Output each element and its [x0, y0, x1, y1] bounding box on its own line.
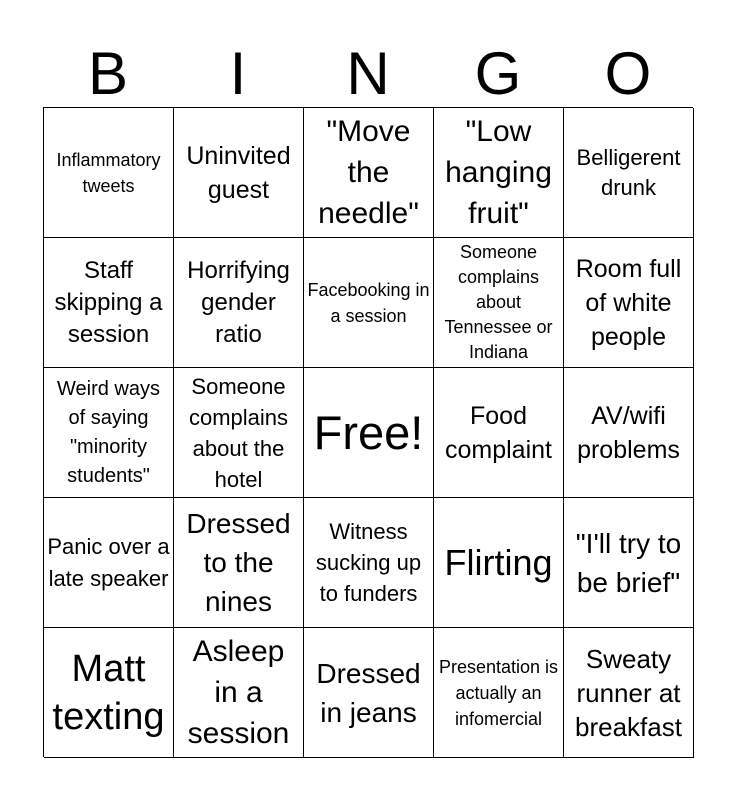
bingo-cell[interactable] — [564, 108, 694, 238]
cell-text: Belligerent drunk — [576, 144, 681, 200]
cell-text: Matt texting — [52, 647, 165, 738]
bingo-cell[interactable] — [174, 238, 304, 368]
bingo-cell free-space[interactable] — [304, 368, 434, 498]
bingo-cell[interactable] — [304, 498, 434, 628]
bingo-cell[interactable] — [174, 368, 304, 498]
cell-text: Food complaint — [445, 401, 552, 464]
cell-text: Free! — [313, 405, 424, 459]
header-letter-g: G — [474, 40, 522, 107]
bingo-cell[interactable] — [304, 108, 434, 238]
bingo-cell[interactable] — [44, 238, 174, 368]
bingo-cell[interactable] — [434, 238, 564, 368]
cell-text: Sweaty runner at breakfast — [575, 643, 682, 742]
cell-text: Flirting — [444, 541, 553, 583]
bingo-cell[interactable] — [564, 368, 694, 498]
bingo-cell[interactable] — [44, 498, 174, 628]
bingo-cell[interactable] — [434, 108, 564, 238]
cell-text: "I'll try to be brief" — [575, 527, 682, 598]
cell-text: Weird ways of saying "minority students" — [57, 377, 160, 487]
bingo-cell[interactable] — [44, 628, 174, 758]
cell-text: Someone complains about the hotel — [188, 373, 289, 492]
bingo-cell[interactable] — [174, 108, 304, 238]
bingo-cell[interactable] — [434, 628, 564, 758]
cell-text: Staff skipping a session — [54, 256, 163, 348]
bingo-cell[interactable] — [44, 108, 174, 238]
header-letter-b: B — [87, 40, 129, 107]
cell-text: Facebooking in a session — [307, 279, 430, 326]
cell-text: Horrifying gender ratio — [187, 256, 290, 348]
cell-text: Panic over a late speaker — [47, 533, 170, 591]
cell-text: "Low hanging fruit" — [445, 115, 552, 230]
cell-text: Asleep in a session — [187, 635, 290, 750]
cell-text: Uninvited guest — [186, 141, 291, 204]
bingo-header — [43, 40, 693, 108]
header-letter-o: O — [604, 40, 652, 107]
header-letter-i: I — [229, 40, 247, 107]
bingo-cell[interactable] — [174, 628, 304, 758]
bingo-cell[interactable] — [564, 498, 694, 628]
cell-text: Dressed to the nines — [186, 508, 291, 617]
cell-text: Inflammatory tweets — [56, 149, 161, 196]
cell-text: Someone complains about Tennessee or Indiana — [444, 242, 553, 362]
bingo-cell[interactable] — [434, 368, 564, 498]
cell-text: Room full of white people — [575, 254, 682, 351]
bingo-cell[interactable] — [304, 628, 434, 758]
cell-text: "Move the needle" — [318, 115, 419, 230]
bingo-cell[interactable] — [44, 368, 174, 498]
cell-text: Witness sucking up to funders — [315, 519, 422, 606]
cell-text: AV/wifi problems — [577, 401, 680, 464]
bingo-cell[interactable] — [564, 628, 694, 758]
bingo-cell[interactable] — [304, 238, 434, 368]
header-letter-n: N — [346, 40, 390, 107]
bingo-board — [43, 107, 693, 757]
bingo-cell[interactable] — [174, 498, 304, 628]
bingo-cell[interactable] — [434, 498, 564, 628]
cell-text: Dressed in jeans — [316, 657, 421, 728]
cell-text: Presentation is actually an infomercial — [438, 656, 559, 729]
bingo-cell[interactable] — [564, 238, 694, 368]
